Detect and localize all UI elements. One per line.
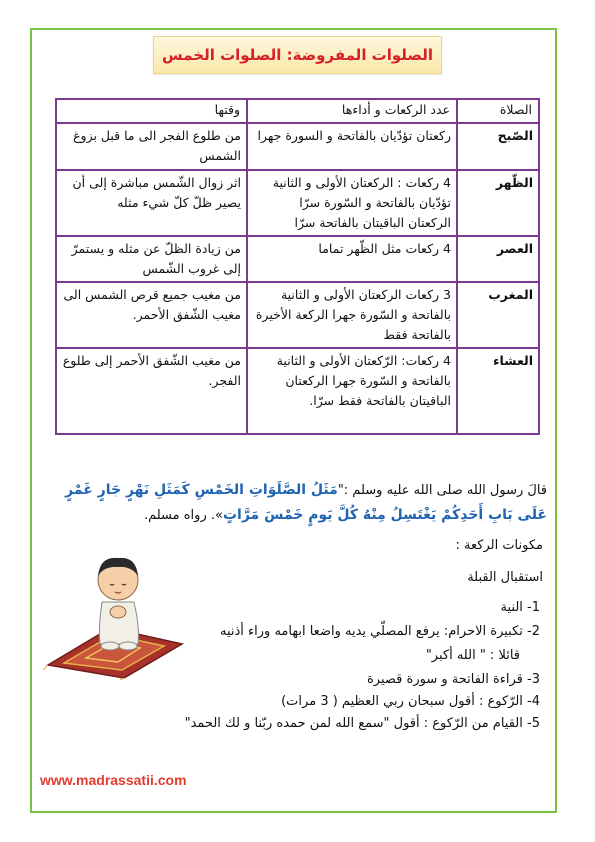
- time-cell: من مغيب الشّفق الأحمر إلى طلوع الفجر.: [56, 348, 247, 434]
- time-cell: من مغيب جميع قرص الشمس الى مغيب الشّفق الأحمر.: [56, 282, 247, 348]
- table-row: [56, 236, 539, 282]
- rakaat-cell: 4 ركعات : الركعتان الأولى و الثانية تؤدّيان بالفاتحة و السّورة سرّا الركعتان الباقيتان بالفاتحة سرّا: [247, 170, 457, 236]
- footer-website-link[interactable]: www.madrassatii.com: [40, 772, 187, 788]
- step-rukuu: 4- الرّكوع : أقول سبحان ربي العظيم ( 3 مرات): [281, 694, 540, 709]
- table-row: [56, 170, 539, 236]
- hadith-intro: قالَ رسول الله صلى الله عليه وسلم :": [337, 483, 547, 498]
- step-fatiha: 3- قراءة الفاتحة و سورة قصيرة: [366, 672, 540, 687]
- header-time: وقتها: [56, 99, 247, 123]
- rakaat-cell: ركعتان تؤدّيان بالفاتحة و السورة جهرا: [247, 123, 457, 170]
- time-cell: اثر زوال الشّمس مباشرة إلى أن يصير ظلّ كلّ شيء مثله: [56, 170, 247, 236]
- rakaa-components-title: مكونات الركعة :: [455, 538, 543, 553]
- rakaat-cell: 3 ركعات الركعتان الأولى و الثانية بالفاتحة و السّورة جهرا الركعة الأخيرة بالفاتحة فقط: [247, 282, 457, 348]
- step-takbir: 2- تكبيرة الاحرام: يرفع المصلّي يديه واضعا ابهامه وراء أذنيه: [220, 624, 540, 639]
- prayer-name: الصّبح: [457, 123, 539, 170]
- hadith-source: ». رواه مسلم.: [143, 508, 223, 523]
- prayer-name: العصر: [457, 236, 539, 282]
- prayer-name: العشاء: [457, 348, 539, 434]
- hadith-paragraph: [47, 478, 547, 528]
- prayer-name: الظّهر: [457, 170, 539, 236]
- page-title: الصلوات المفروضة: الصلوات الخمس: [162, 46, 433, 64]
- title-banner: [153, 36, 442, 74]
- prayers-table: [55, 98, 540, 435]
- header-rakaat: عدد الركعات و أداءها: [247, 99, 457, 123]
- step-rising: 5- القيام من الرّكوع : أقول "سمع الله لمن حمده ربّنا و لك الحمد": [184, 716, 540, 731]
- table-row: [56, 282, 539, 348]
- time-cell: من طلوع الفجر الى ما قبل بزوغ الشمس: [56, 123, 247, 170]
- prayer-name: المغرب: [457, 282, 539, 348]
- step-niyya: 1- النية: [500, 600, 540, 615]
- table-row: [56, 123, 539, 170]
- time-cell: من زيادة الظلّ عن مثله و يستمرّ إلى غروب الشّمس: [56, 236, 247, 282]
- qibla-line: استقبال القبلة: [467, 570, 543, 585]
- step-takbir-saying: قائلا : " الله أكبر": [425, 648, 520, 663]
- table-header-row: [56, 99, 539, 123]
- table-row: [56, 348, 539, 434]
- praying-child-illustration: [40, 540, 190, 680]
- header-prayer: الصلاة: [457, 99, 539, 123]
- hadith-quote: مَثَلُ الصَّلَوَاتِ الخَمْسِ كَمَثَلِ نَهْرٍ جَارٍ غَمْرٍ عَلَى بَابِ أَحَدِكُمْ يَغْتَسِلُ مِنْهُ كُلَّ يَومٍ خَمْسَ مَرَّاتٍ: [65, 482, 547, 523]
- rakaat-cell: 4 ركعات: الرّكعتان الأولى و الثانية بالفاتحة و السّورة جهرا الركعتان الباقيتان بالفاتحة فقط سرّا.: [247, 348, 457, 434]
- rakaat-cell: 4 ركعات مثل الظّهر تماما: [247, 236, 457, 282]
